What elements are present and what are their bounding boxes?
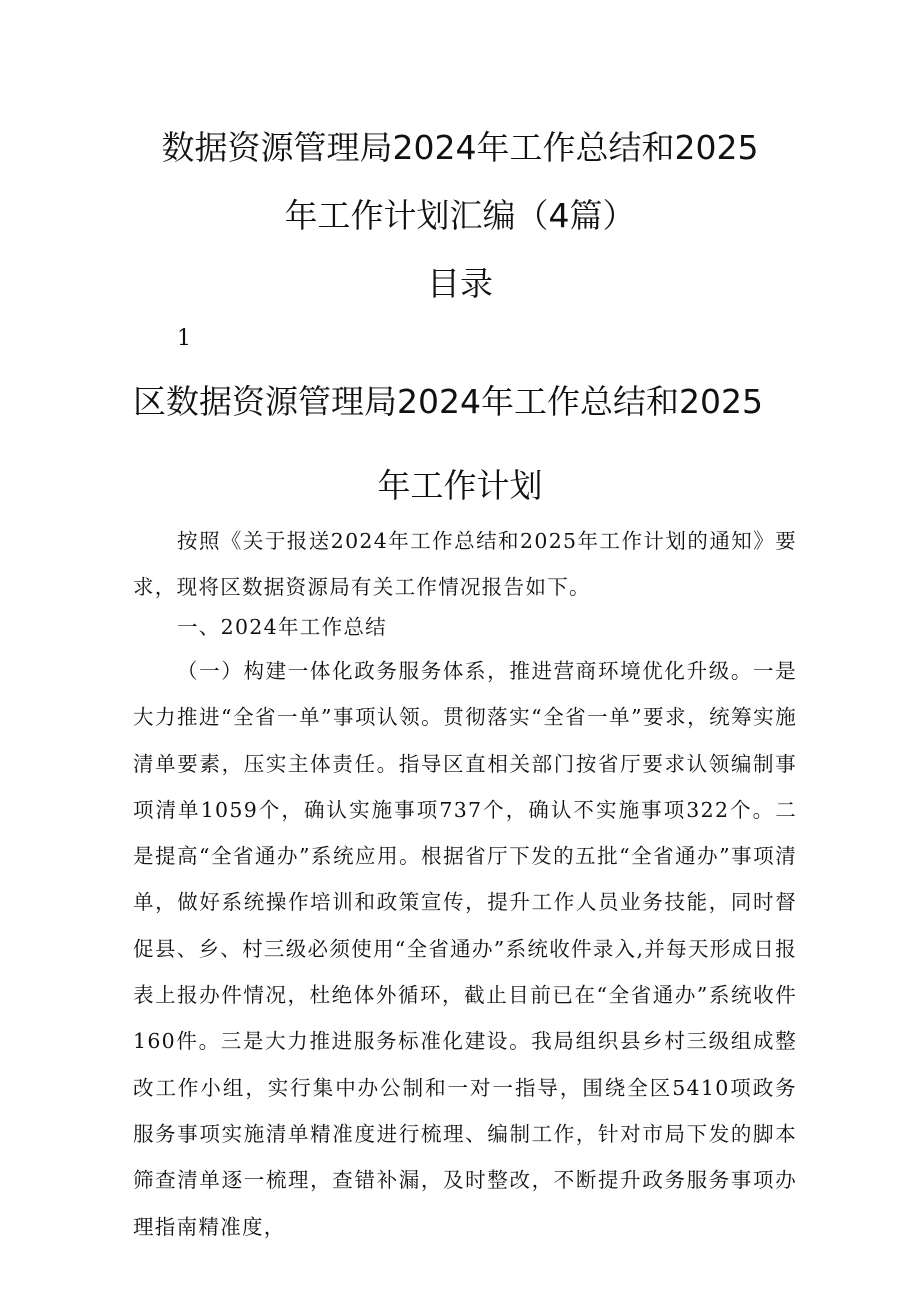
- article-title-line2: 年工作计划: [377, 466, 543, 505]
- intro-paragraph: 按照《关于报送2024年工作总结和2025年工作计划的通知》要求，现将区数据资源局有关工作情况报告如下。: [133, 529, 797, 600]
- article-title-line1: 区数据资源管理局2024年工作总结和2025: [133, 382, 763, 421]
- toc-heading: 目录: [427, 264, 493, 303]
- body-paragraph: （一）构建一体化政务服务体系，推进营商环境优化升级。一是大力推进“全省一单”事项认领。贯彻落实“全省一单”要求，统筹实施清单要素，压实主体责任。指导区直相关部门按省厅要求认领编制事项清单1059个，确认实施事项737个，确认不实施事项322个。二是提高“全省通办”系统应用。根据省厅下发的五批“全省通办”事项清单，做好系统操作培训和政策宣传，提升工作人员业务技能，同时督促县、乡、村三级必须使用“全省通办”系统收件录入,并每天形成日报表上报办件情况，杜绝体外循环，截止目前已在“全省通办”系统收件160件。三是大力推进服务标准化建设。我局组织县乡村三级组成整改工作小组，实行集中办公制和一对一指导，围绕全区5410项政务服务事项实施清单精准度进行梳理、编制工作，针对市局下发的脚本筛查清单逐一梳理，查错补漏，及时整改，不断提升政务服务事项办理指南精准度，: [133, 659, 797, 1239]
- toc-number: 1: [177, 326, 191, 351]
- document-title-line1: 数据资源管理局2024年工作总结和2025: [161, 128, 759, 167]
- document-title-line2: 年工作计划汇编（4篇）: [284, 196, 636, 235]
- section-heading: 一、2024年工作总结: [177, 615, 387, 639]
